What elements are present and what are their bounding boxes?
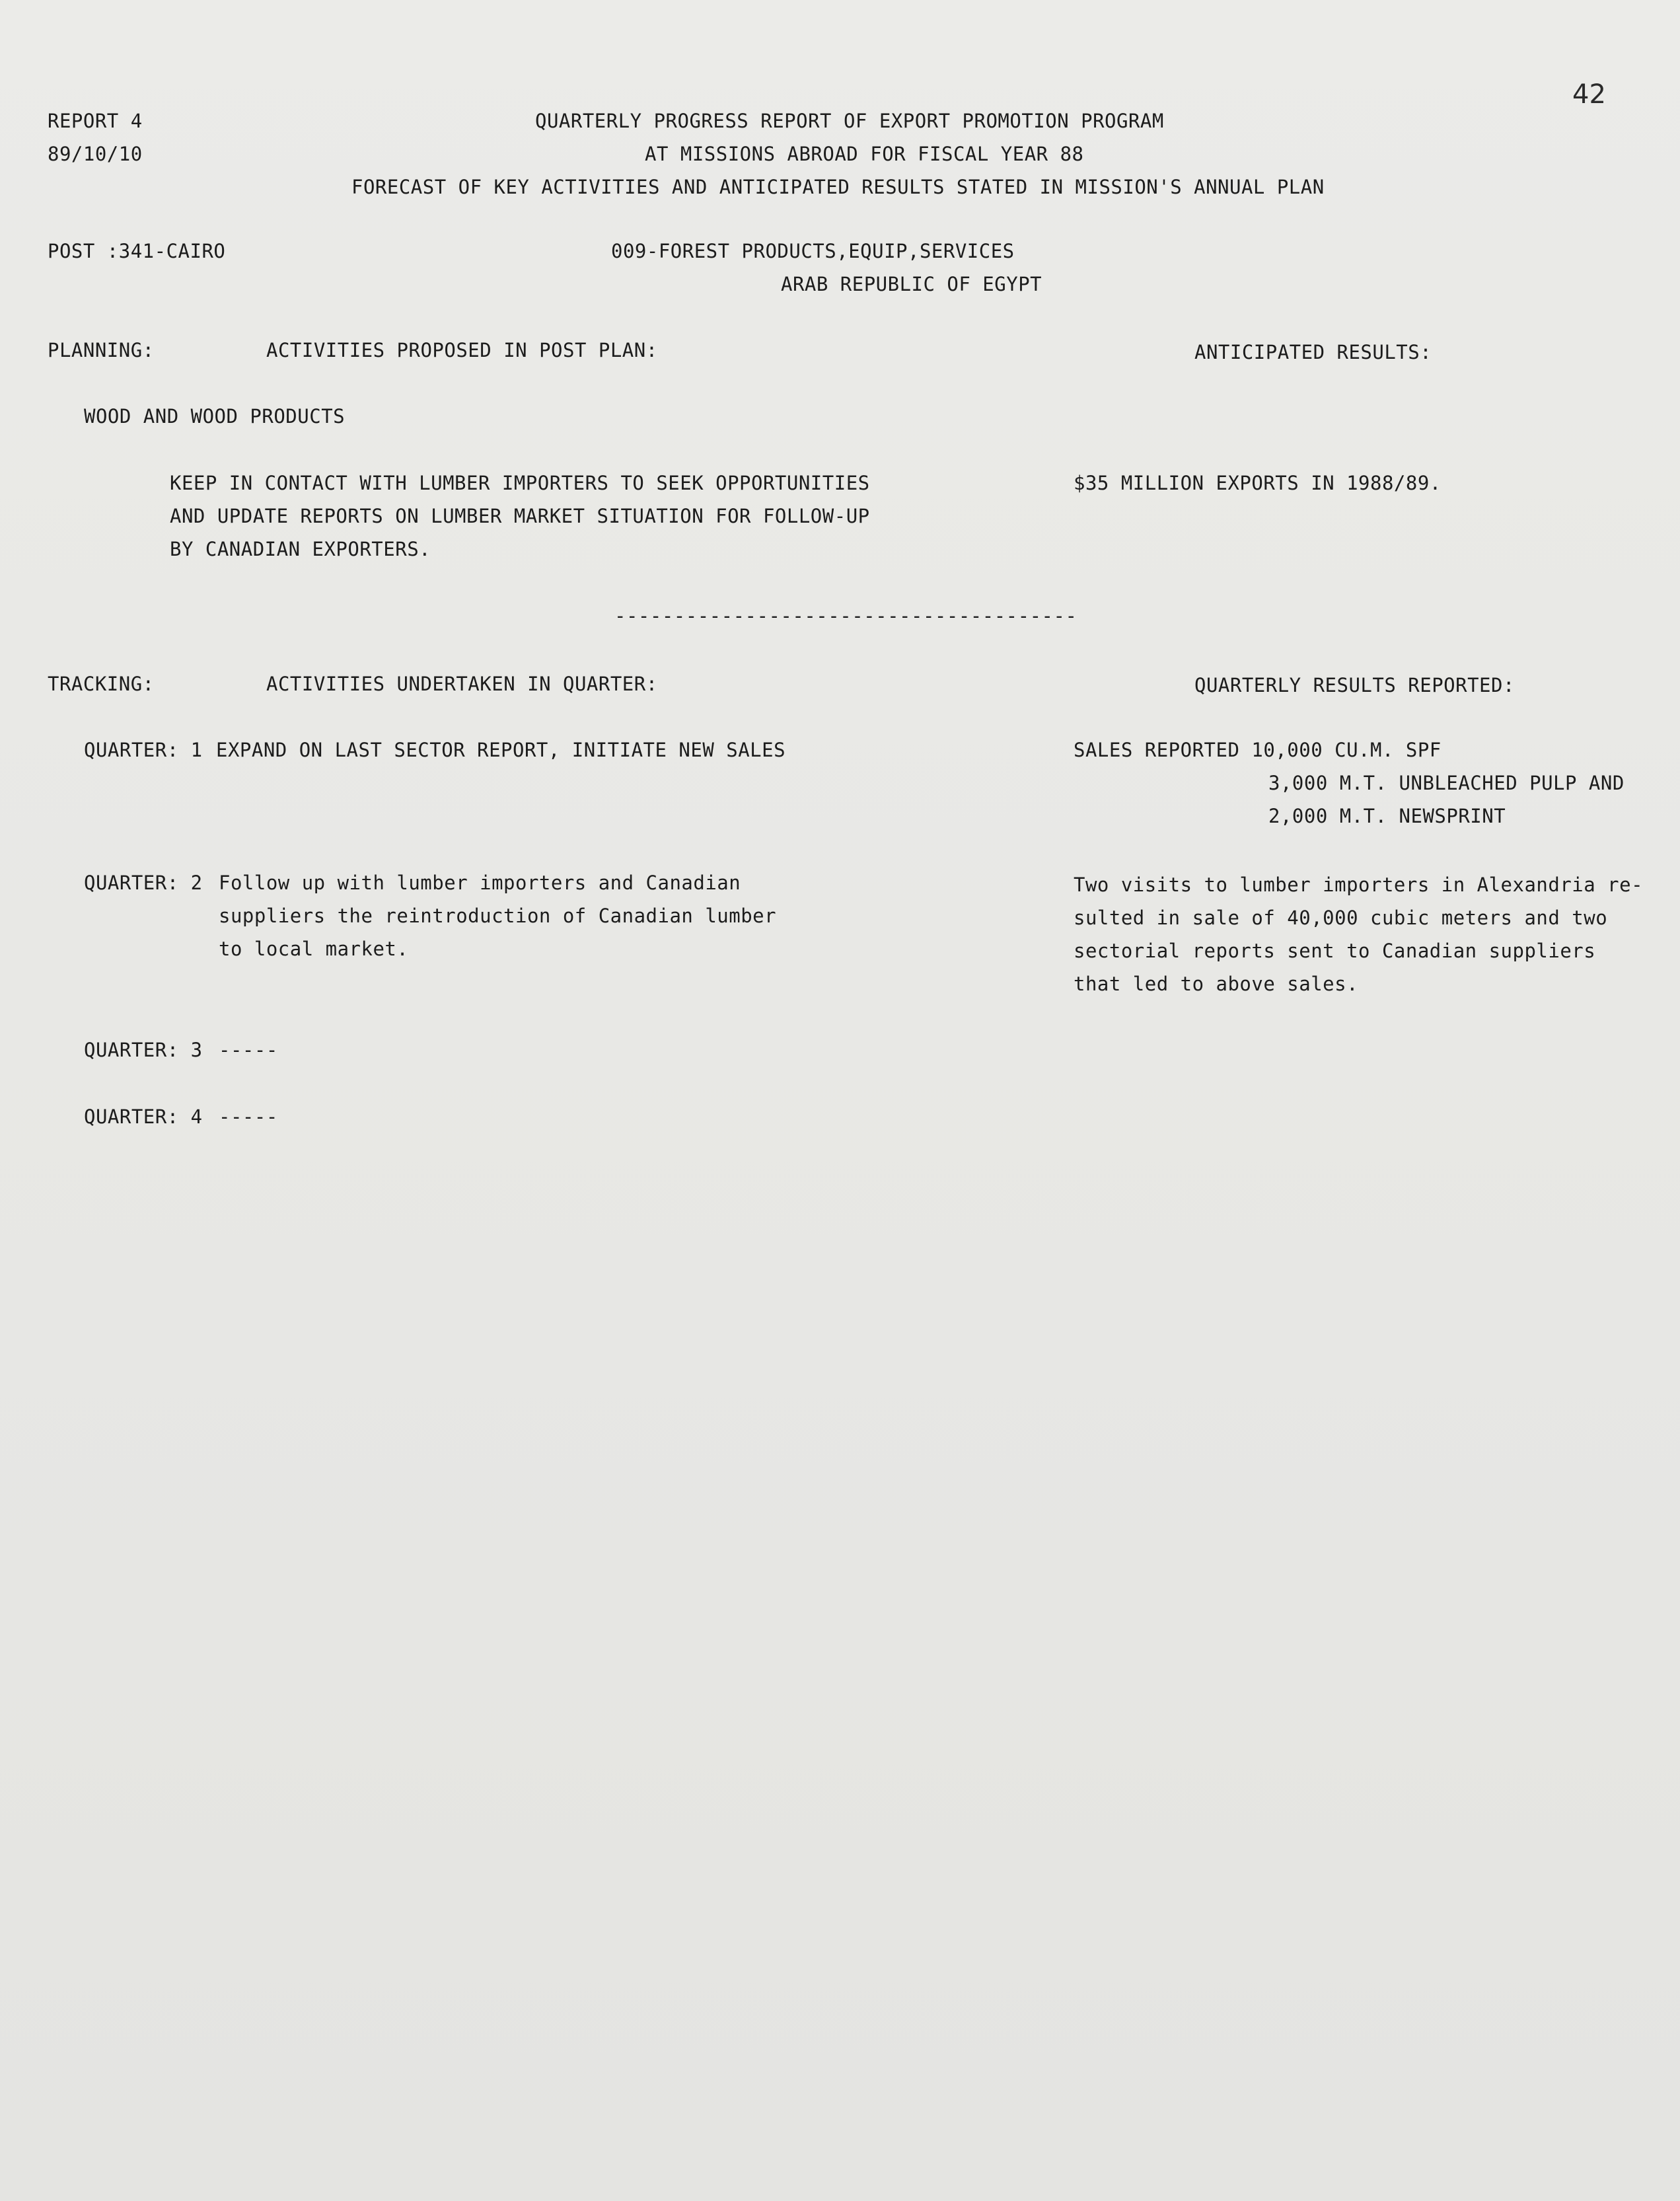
quarter-result-line: SALES REPORTED 10,000 CU.M. SPF (1074, 739, 1442, 761)
quarter-result-line: 2,000 M.T. NEWSPRINT (1268, 805, 1506, 827)
report-title-line-3: FORECAST OF KEY ACTIVITIES AND ANTICIPATED RESULTS STATED IN MISSION'S ANNUAL PLAN (351, 176, 1325, 198)
quarter-label: QUARTER: 2 (84, 872, 203, 894)
post-label: POST :341-CAIRO (48, 240, 226, 262)
quarter-label: QUARTER: 4 (84, 1105, 203, 1128)
section-separator: --------------------------------------- (614, 605, 1077, 627)
quarter-result-line: sulted in sale of 40,000 cubic meters and two (1074, 907, 1608, 929)
quarter-activity-line: ----- (219, 1039, 278, 1061)
quarter-result-line: Two visits to lumber importers in Alexandria re- (1074, 874, 1644, 896)
quarter-activity-line: Follow up with lumber importers and Canadian (219, 872, 741, 894)
planning-category: WOOD AND WOOD PRODUCTS (84, 405, 346, 428)
report-title-line-1: QUARTERLY PROGRESS REPORT OF EXPORT PROMOTION PROGRAM (535, 110, 1164, 132)
tracking-results-header: QUARTERLY RESULTS REPORTED: (1194, 674, 1515, 696)
quarter-activity-line: ----- (219, 1105, 278, 1128)
planning-label: PLANNING: (48, 339, 155, 361)
quarter-result-line: that led to above sales. (1074, 973, 1359, 995)
quarter-label: QUARTER: 3 (84, 1039, 203, 1061)
planning-results-header: ANTICIPATED RESULTS: (1194, 341, 1432, 363)
report-date: 89/10/10 (48, 143, 143, 165)
quarter-result-line: sectorial reports sent to Canadian suppliers (1074, 940, 1596, 962)
planning-activity-line: BY CANADIAN EXPORTERS. (170, 538, 431, 560)
tracking-label: TRACKING: (48, 673, 155, 695)
quarter-result-line: 3,000 M.T. UNBLEACHED PULP AND (1268, 772, 1625, 794)
planning-activity-line: KEEP IN CONTACT WITH LUMBER IMPORTERS TO SEEK OPPORTUNITIES (170, 472, 870, 494)
planning-activity-line: AND UPDATE REPORTS ON LUMBER MARKET SITUATION FOR FOLLOW-UP (170, 505, 870, 527)
tracking-activities-header: ACTIVITIES UNDERTAKEN IN QUARTER: (266, 673, 658, 695)
report-title-line-2: AT MISSIONS ABROAD FOR FISCAL YEAR 88 (645, 143, 1084, 165)
planning-activities-header: ACTIVITIES PROPOSED IN POST PLAN: (266, 339, 658, 361)
page-number: 42 (1572, 79, 1606, 110)
quarter-label: QUARTER: 1 (84, 739, 203, 761)
post-sector: 009-FOREST PRODUCTS,EQUIP,SERVICES (611, 240, 1015, 262)
planning-result: $35 MILLION EXPORTS IN 1988/89. (1074, 472, 1442, 494)
quarter-activity-line: suppliers the reintroduction of Canadian lumber (219, 905, 777, 927)
quarter-activity-line: EXPAND ON LAST SECTOR REPORT, INITIATE NEW SALES (216, 739, 786, 761)
post-country: ARAB REPUBLIC OF EGYPT (781, 273, 1042, 295)
report-label: REPORT 4 (48, 110, 143, 132)
quarter-activity-line: to local market. (219, 938, 409, 960)
